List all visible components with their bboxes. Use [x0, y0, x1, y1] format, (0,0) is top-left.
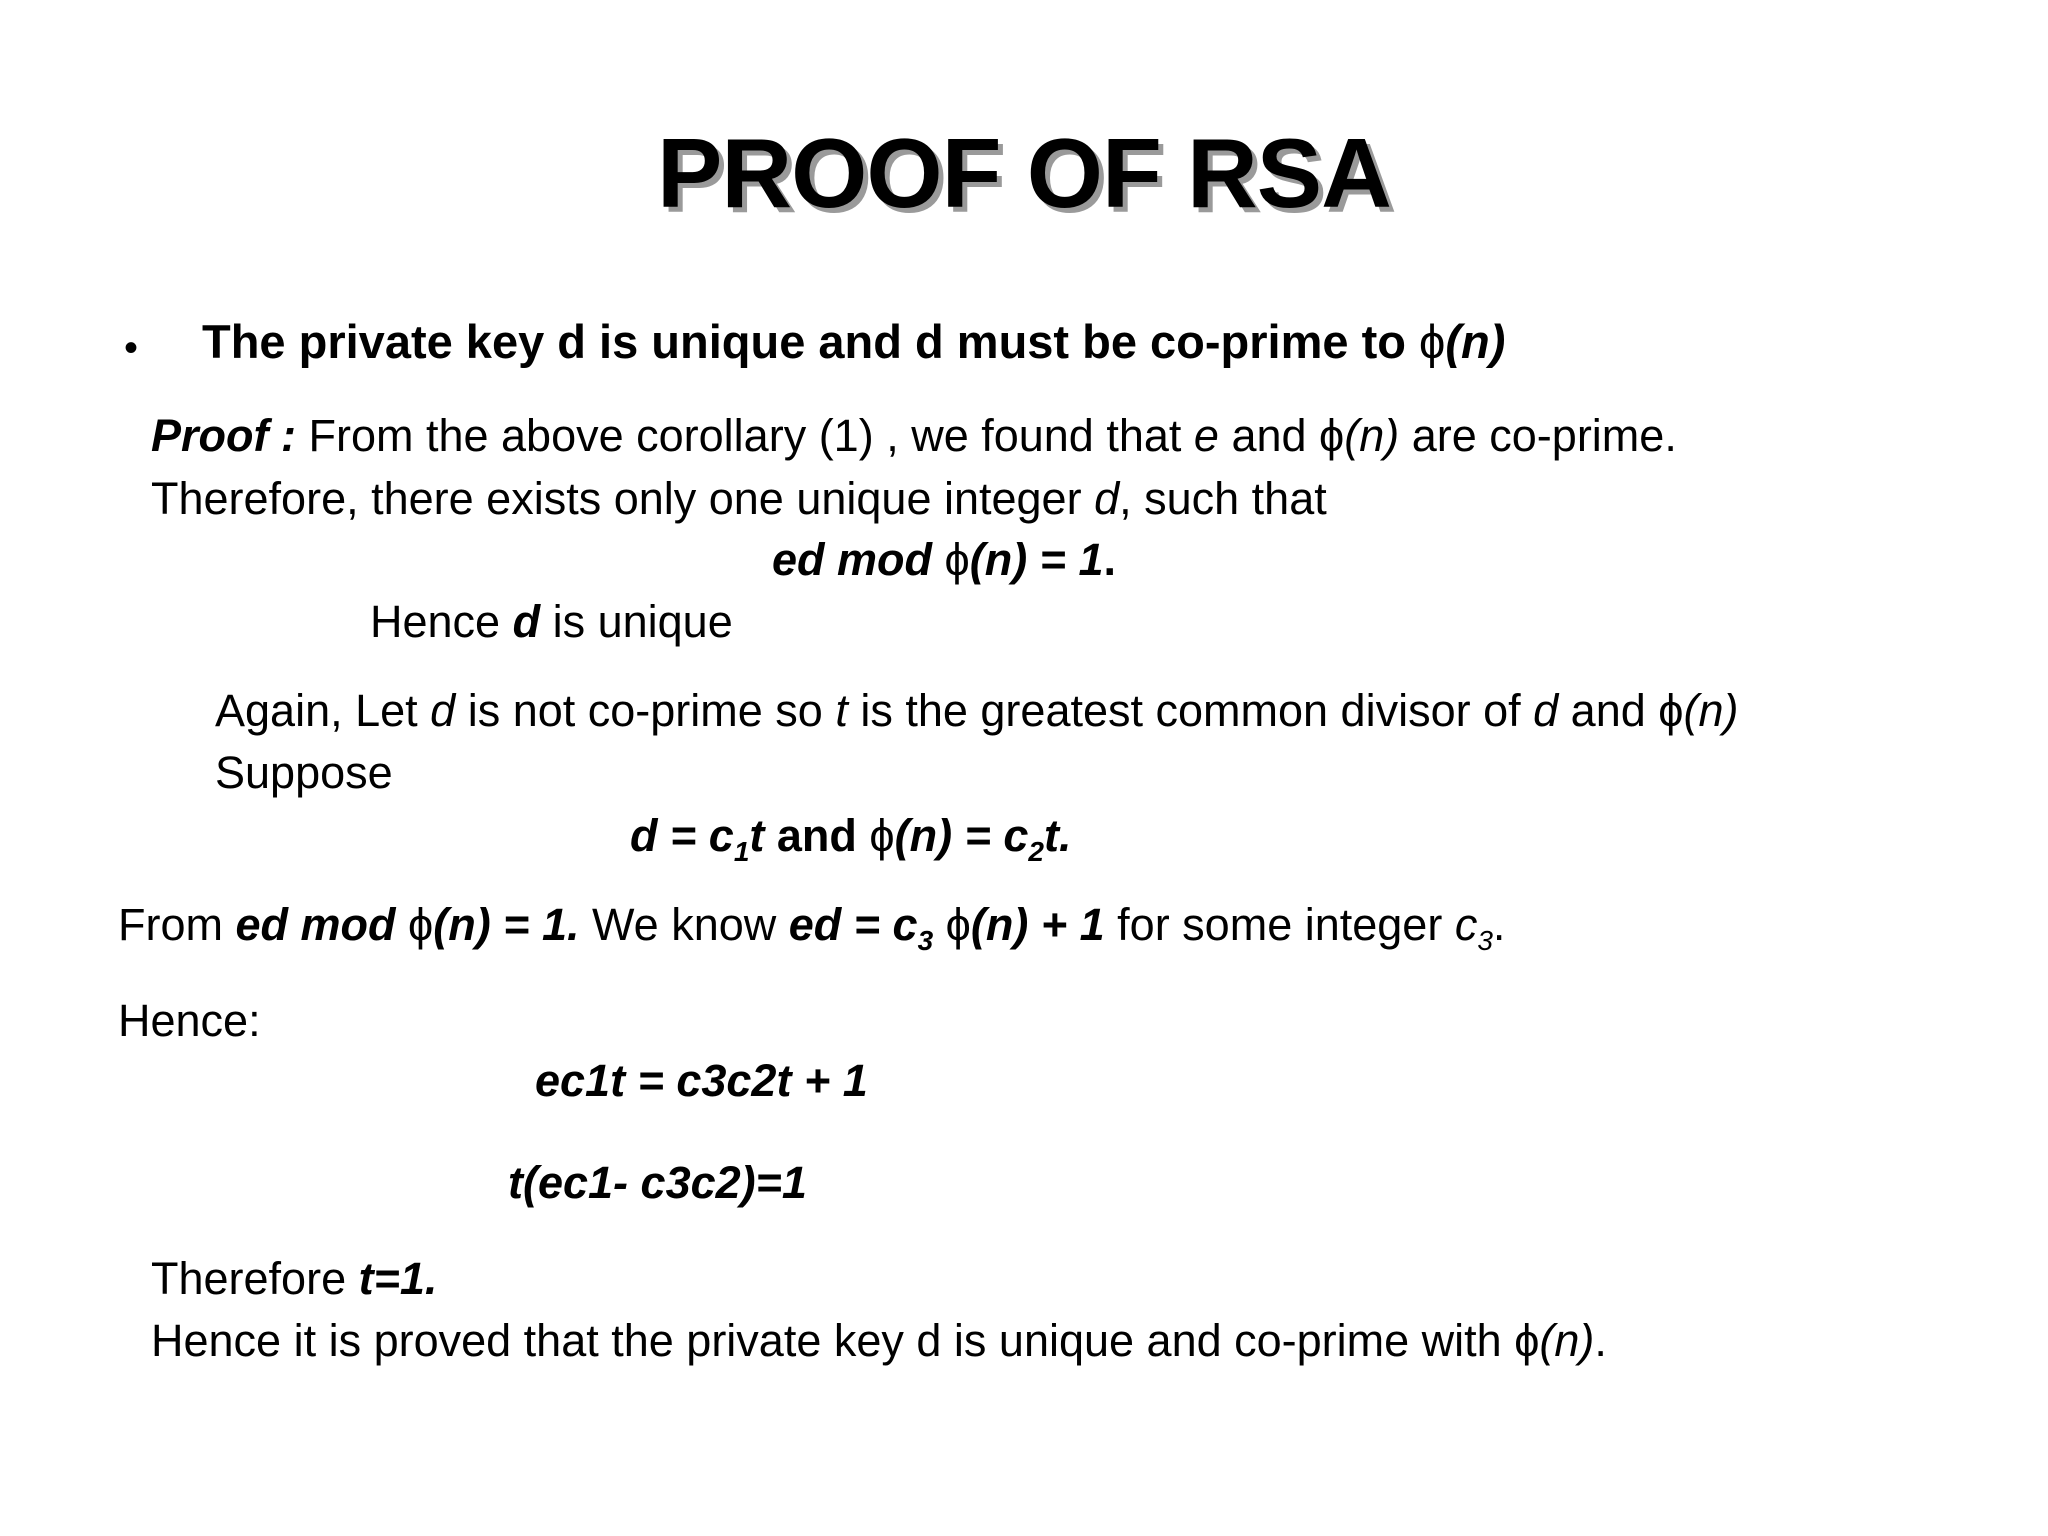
from-text-c: (n) = 1.: [433, 899, 580, 950]
proof-text-1a: From the above corollary (1) , we found that: [295, 410, 1194, 461]
from-text-j: .: [1492, 899, 1506, 950]
phi-argument: (n): [1445, 315, 1506, 368]
from-text-e: ed = c: [788, 899, 918, 950]
again-line-1: [215, 683, 1738, 739]
conclusion-text-2a: Hence it is proved that the private key d is unique and co-prime with: [151, 1315, 1515, 1366]
equation-d-a: d = c: [630, 810, 734, 861]
proof-text-1c: are co-prime.: [1399, 410, 1677, 461]
conclusion-t-equals-1: t=1.: [358, 1253, 438, 1304]
proof-line-2: [151, 471, 1327, 527]
again-var-d: d: [430, 685, 456, 736]
proof-line-1: [151, 408, 1677, 464]
slide-title: PROOF OF RSA: [657, 118, 1391, 228]
phi-symbol: ϕ: [945, 899, 971, 950]
proof-label: Proof :: [151, 410, 296, 461]
phi-symbol: ϕ: [1319, 410, 1345, 461]
subscript-3b: 3: [1477, 925, 1493, 956]
hence-var-d: d: [512, 596, 541, 647]
from-var-c: c: [1454, 899, 1478, 950]
phi-argument: (n): [1539, 1315, 1595, 1366]
equation-t-ec1: t(ec1- c3c2)=1: [508, 1157, 807, 1208]
from-text-g: (n) + 1: [970, 899, 1105, 950]
phi-symbol: ϕ: [1419, 315, 1446, 368]
from-text-d: We know: [579, 899, 789, 950]
again-var-t: t: [835, 685, 848, 736]
subscript-1: 1: [733, 836, 750, 867]
phi-symbol: ϕ: [408, 899, 434, 950]
conclusion-line-2: [151, 1313, 1607, 1369]
proof-var-e: e: [1193, 410, 1219, 461]
hence-text-b: is unique: [540, 596, 733, 647]
from-text-h: for some integer: [1104, 899, 1455, 950]
equation-d-d: t.: [1043, 810, 1072, 861]
proof-text-1b: and: [1218, 410, 1320, 461]
bullet-heading-text: The private key d is unique and d must be co-prime to: [202, 315, 1419, 368]
equation-ed-mod-a: ed mod: [772, 534, 945, 585]
again-text-c: is the greatest common divisor of: [847, 685, 1534, 736]
from-line: [118, 897, 1506, 956]
again-text-e: and: [1558, 685, 1659, 736]
phi-symbol: ϕ: [944, 534, 970, 585]
subscript-2: 2: [1028, 836, 1044, 867]
equation-ed-mod-dot: .: [1103, 534, 1117, 585]
from-text-b: ed mod: [235, 899, 409, 950]
bullet-heading: [202, 314, 1505, 370]
equation-ed-mod: [772, 532, 1116, 588]
conclusion-dot: .: [1594, 1315, 1607, 1366]
phi-symbol: ϕ: [869, 810, 895, 861]
proof-text-2a: Therefore, there exists only one unique integer: [151, 473, 1095, 524]
proof-var-d: d: [1094, 473, 1120, 524]
equation-ed-mod-b: (n) = 1: [969, 534, 1104, 585]
hence-label: Hence:: [118, 995, 261, 1046]
from-text-f: [933, 899, 946, 950]
conclusion-text-a: Therefore: [151, 1253, 359, 1304]
conclusion-line-1: [151, 1251, 437, 1307]
phi-argument: (n): [1683, 685, 1739, 736]
from-text-a: From: [118, 899, 236, 950]
equation-d-c: (n) = c: [894, 810, 1029, 861]
equation-d-b: t: [749, 810, 765, 861]
hence-text-a: Hence: [370, 596, 513, 647]
phi-symbol: ϕ: [1514, 1315, 1540, 1366]
equation-ec1t: ec1t = c3c2t + 1: [535, 1055, 868, 1106]
phi-symbol: ϕ: [1658, 685, 1684, 736]
bullet-marker: •: [124, 326, 139, 370]
equation-d-phi: [630, 808, 1072, 867]
equation-and: and: [764, 810, 870, 861]
hence-unique-line: [370, 594, 733, 650]
again-line-2: Suppose: [215, 747, 393, 798]
again-var-d2: d: [1533, 685, 1559, 736]
again-text-a: Again, Let: [215, 685, 431, 736]
proof-text-2b: , such that: [1119, 473, 1327, 524]
subscript-3: 3: [917, 925, 934, 956]
phi-argument: (n): [1344, 410, 1400, 461]
again-text-b: is not co-prime so: [455, 685, 836, 736]
